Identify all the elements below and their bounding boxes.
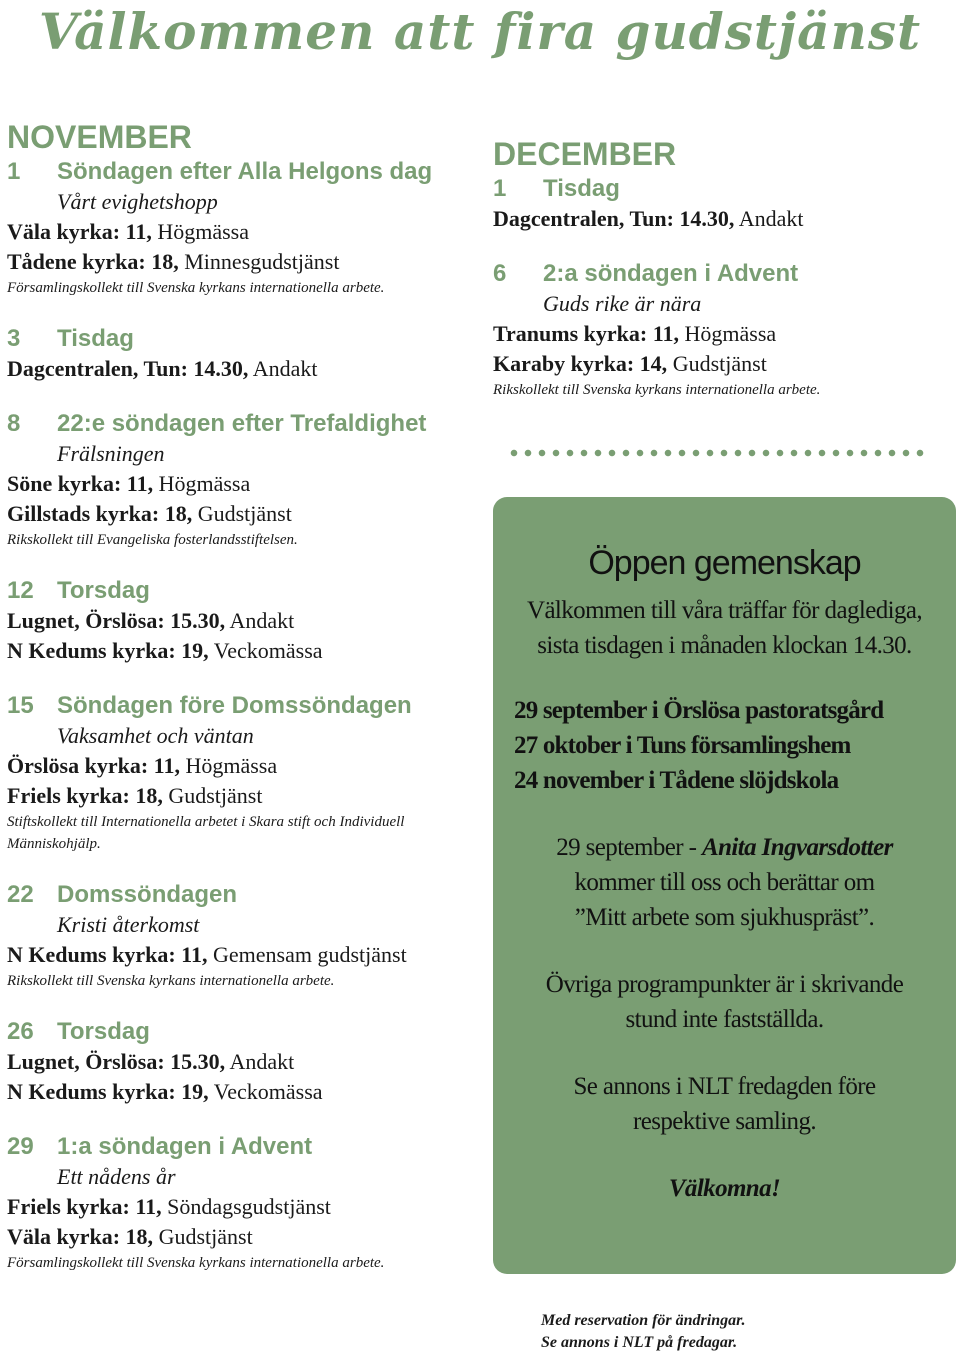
day-name: Tisdag [57,325,134,352]
day-name: 22:e söndagen efter Trefaldighet [57,410,427,437]
service-type: Gudstjänst [162,783,263,808]
service-type: Gemensam gudstjänst [207,942,407,967]
collection-note: Rikskollekt till Svenska kyrkans internationella arbete. [493,382,821,398]
service-day-entry [7,408,477,551]
day-number: 26 [7,1018,34,1045]
service-line [7,1222,477,1252]
collection-note: Församlingskollekt till Svenska kyrkans internationella arbete. [7,1255,385,1271]
service-type: Andakt [225,608,295,633]
service-day-entry [7,575,477,666]
day-number: 1 [7,158,21,185]
day-number: 6 [493,260,507,287]
service-place: Söne kyrka: 11, [7,471,154,496]
service-day-entry [7,879,477,992]
service-line [7,499,477,529]
day-name: Tisdag [543,175,620,202]
service-place: Väla kyrka: 18, [7,1224,154,1249]
meeting-date: 24 november i Tådene slöjdskola [514,767,839,794]
service-type: Andakt [248,356,318,381]
service-line [7,751,477,781]
service-place: Karaby kyrka: 14, [493,351,668,376]
day-number: 15 [7,692,34,719]
service-line [7,1047,477,1077]
service-type: Högmässa [679,321,777,346]
ad-line: respektive samling. [633,1108,816,1135]
service-place: Tranums kyrka: 11, [493,321,680,346]
day-heading [7,408,477,439]
service-place: Lugnet, Örslösa: 15.30, [7,608,226,633]
service-place: Friels kyrka: 18, [7,783,163,808]
service-line [7,354,477,384]
service-day-entry [493,173,958,234]
service-place: Dagcentralen, Tun: 14.30, [7,356,249,381]
day-number: 12 [7,577,34,604]
day-number: 8 [7,410,21,437]
day-heading [7,690,477,721]
service-place: Lugnet, Örslösa: 15.30, [7,1049,226,1074]
day-number: 22 [7,881,34,908]
day-name: 2:a söndagen i Advent [543,260,799,287]
day-theme: Guds rike är nära [543,291,702,316]
service-day-entry [7,323,477,384]
day-name: Söndagen före Domssöndagen [57,692,412,719]
box-intro-line: Välkommen till våra träffar för daglediga, [526,597,922,624]
service-type: Veckomässa [208,1079,323,1104]
day-number: 29 [7,1133,34,1160]
service-type: Minnesgudstjänst [178,249,340,274]
box-intro-line: sista tisdagen i månaden klockan 14.30. [537,632,912,659]
service-type: Högmässa [151,219,250,244]
service-place: N Kedums kyrka: 11, [7,942,208,967]
box-title: Öppen gemenskap [588,544,861,582]
collection-note: Rikskollekt till Evangeliska fosterlandsstiftelsen. [7,532,298,548]
service-place: Väla kyrka: 11, [7,219,152,244]
service-line [7,1192,477,1222]
collection-note: Stiftskollekt till Internationella arbetet i Skara stift och Individuell Människohjälp. [7,814,405,852]
service-line [7,247,477,277]
service-place: Friels kyrka: 11, [7,1194,162,1219]
day-name: Torsdag [57,577,150,604]
day-name: 1:a söndagen i Advent [57,1133,313,1160]
day-heading [7,156,477,187]
reservation-note [541,1310,941,1354]
open-fellowship-box [493,497,956,1274]
service-line [493,349,958,379]
service-line [7,1077,477,1107]
service-type: Veckomässa [208,638,323,663]
day-theme: Vaksamhet och väntan [57,723,254,748]
service-day-entry [7,156,477,299]
service-type: Söndagsgudstjänst [161,1194,331,1219]
day-name: Domssöndagen [57,881,238,908]
day-heading [7,1131,477,1162]
day-heading [7,575,477,606]
meeting-date: 29 september i Örslösa pastoratsgård [514,697,884,724]
service-line [7,217,477,247]
day-heading [493,173,958,204]
speaker-talk-title: ”Mitt arbete som sjukhuspräst”. [574,904,875,931]
service-type: Andakt [225,1049,295,1074]
day-heading [493,258,958,289]
service-line [7,469,477,499]
month-heading-november: NOVEMBER [7,119,192,155]
day-theme: Vårt evighetshopp [57,189,218,214]
meeting-dates-list [493,693,956,798]
speaker-line [493,830,956,865]
collection-note: Församlingskollekt till Svenska kyrkans internationella arbete. [7,280,385,296]
day-theme: Frälsningen [57,441,165,466]
service-line [7,636,477,666]
service-line [493,204,958,234]
day-number: 3 [7,325,21,352]
day-heading [7,879,477,910]
day-theme: Ett nådens år [57,1164,176,1189]
service-type: Högmässa [179,753,278,778]
service-place: Örslösa kyrka: 11, [7,753,180,778]
day-heading [7,1016,477,1047]
ad-line: Se annons i NLT fredagden före [573,1073,876,1100]
service-day-entry [7,1131,477,1274]
service-type: Gudstjänst [192,501,292,526]
month-heading-december: DECEMBER [493,136,677,172]
service-place: Tådene kyrka: 18, [7,249,179,274]
other-program-line: stund inte fastställda. [625,1006,824,1033]
speaker-date: 29 september - [556,834,703,861]
service-type: Gudstjänst [667,351,767,376]
service-day-entry [7,1016,477,1107]
service-day-entry [493,258,958,401]
day-name: Torsdag [57,1018,150,1045]
service-type: Högmässa [153,471,251,496]
service-place: N Kedums kyrka: 19, [7,638,209,663]
service-place: N Kedums kyrka: 19, [7,1079,209,1104]
service-place: Gillstads kyrka: 18, [7,501,193,526]
dotted-divider [507,446,927,460]
page-title: Välkommen att fira gudstjänst [38,2,922,61]
collection-note: Rikskollekt till Svenska kyrkans internationella arbete. [7,973,335,989]
service-place: Dagcentralen, Tun: 14.30, [493,206,735,231]
welcome-text: Välkomna! [668,1175,781,1202]
december-column [493,135,958,401]
other-program-line: Övriga programpunkter är i skrivande [545,971,904,998]
day-name: Söndagen efter Alla Helgons dag [57,158,433,185]
service-line [7,940,477,970]
service-line [7,781,477,811]
reservation-line: Med reservation för ändringar. [541,1312,746,1329]
service-day-entry [7,690,477,855]
service-type: Andakt [734,206,804,231]
meeting-date: 27 oktober i Tuns församlingshem [514,732,851,759]
reservation-line: Se annons i NLT på fredagar. [541,1334,738,1351]
day-number: 1 [493,175,507,202]
november-column [7,118,477,1274]
service-line [7,606,477,636]
day-heading [7,323,477,354]
speaker-line: kommer till oss och berättar om [574,869,875,896]
service-type: Gudstjänst [153,1224,253,1249]
service-line [493,319,958,349]
day-theme: Kristi återkomst [57,912,200,937]
speaker-name: Anita Ingvarsdotter [702,834,893,861]
